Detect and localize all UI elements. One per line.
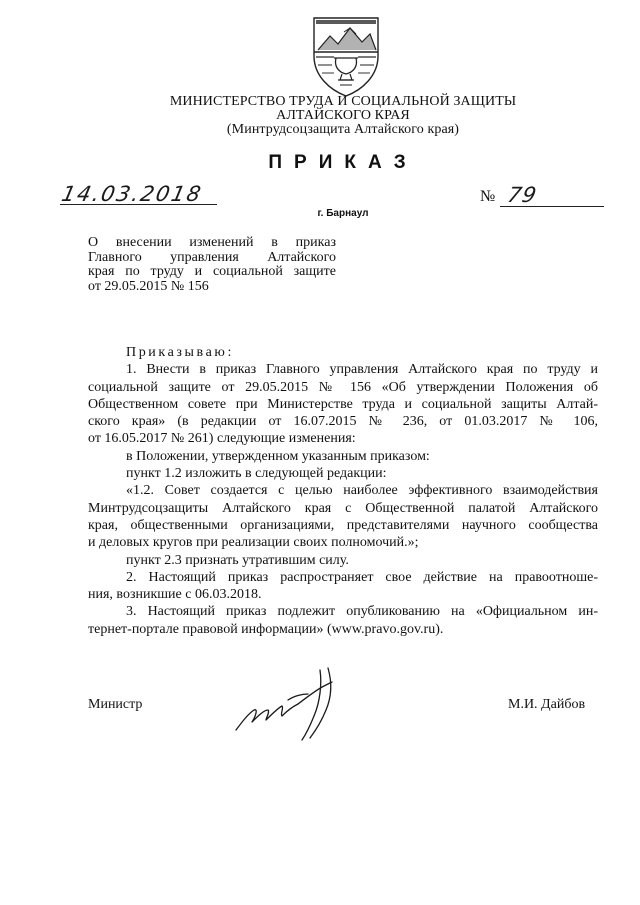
altai-krai-coat-of-arms-icon	[304, 12, 388, 98]
order-word: Приказываю:	[126, 345, 234, 360]
body-line: социальной защите от 29.05.2015 № 156 «Об утверждении Положения об	[88, 379, 598, 395]
body-line: от 16.05.2017 № 261) следующие изменения:	[88, 431, 356, 447]
ministry-name-line1: МИНИСТЕРСТВО ТРУДА И СОЦИАЛЬНОЙ ЗАЩИТЫ	[169, 94, 517, 109]
handwritten-signature-icon	[228, 664, 360, 744]
subject-line: края по труду и социальной защите	[88, 264, 336, 279]
signatory-name: М.И. Дайбов	[508, 697, 586, 712]
document-type-title: ПРИКАЗ	[268, 152, 418, 173]
body-line: края, общественными организациями, представителями научного сообщества	[88, 517, 598, 533]
body-line: в Положении, утвержденном указанным приказом:	[126, 448, 430, 464]
document-subject	[88, 236, 336, 294]
body-line: пункт 2.3 признать утратившим силу.	[126, 552, 349, 568]
subject-line: О внесении изменений в приказ	[88, 235, 336, 250]
body-line: 1. Внести в приказ Главного управления Алтайского края по труду и	[126, 362, 598, 378]
ministry-short-name: (Минтрудсоцзащита Алтайского края)	[226, 122, 460, 137]
document-body	[88, 344, 598, 638]
document-date: 14.03.2018	[59, 182, 205, 206]
body-line: Общественном совете при Министерстве труда и социальной защиты Алтай-	[88, 396, 598, 412]
document-number: 79	[505, 183, 540, 207]
number-label: №	[480, 188, 496, 205]
date-underline	[60, 204, 217, 205]
body-line: 2. Настоящий приказ распространяет свое действие на правоотноше-	[126, 569, 598, 585]
signatory-title: Министр	[88, 697, 143, 712]
body-line: пункт 1.2 изложить в следующей редакции:	[126, 466, 387, 482]
body-line: тернет-портале правовой информации» (www.pravo.gov.ru).	[88, 621, 444, 637]
subject-line: Главного управления Алтайского	[88, 249, 336, 265]
body-line: «1.2. Совет создается с целью наиболее эффективного взаимодействия	[126, 483, 598, 499]
body-line: 3. Настоящий приказ подлежит опубликованию на «Официальном ин-	[126, 604, 598, 620]
subject-line: от 29.05.2015 № 156	[88, 278, 209, 294]
body-line: и деловых кругов при реализации своих полномочий.»;	[88, 535, 419, 551]
body-line: ния, возникшие с 06.03.2018.	[88, 587, 262, 603]
body-line: ского края» (в редакции от 16.07.2015 № 236, от 01.03.2017 № 106,	[88, 414, 598, 430]
body-line: Минтрудсоцзащиты Алтайского края с Общественной палатой Алтайского	[88, 500, 598, 516]
ministry-name-line2: АЛТАЙСКОГО КРАЯ	[276, 108, 410, 123]
number-underline	[500, 206, 604, 207]
document-city: г. Барнаул	[317, 208, 369, 219]
